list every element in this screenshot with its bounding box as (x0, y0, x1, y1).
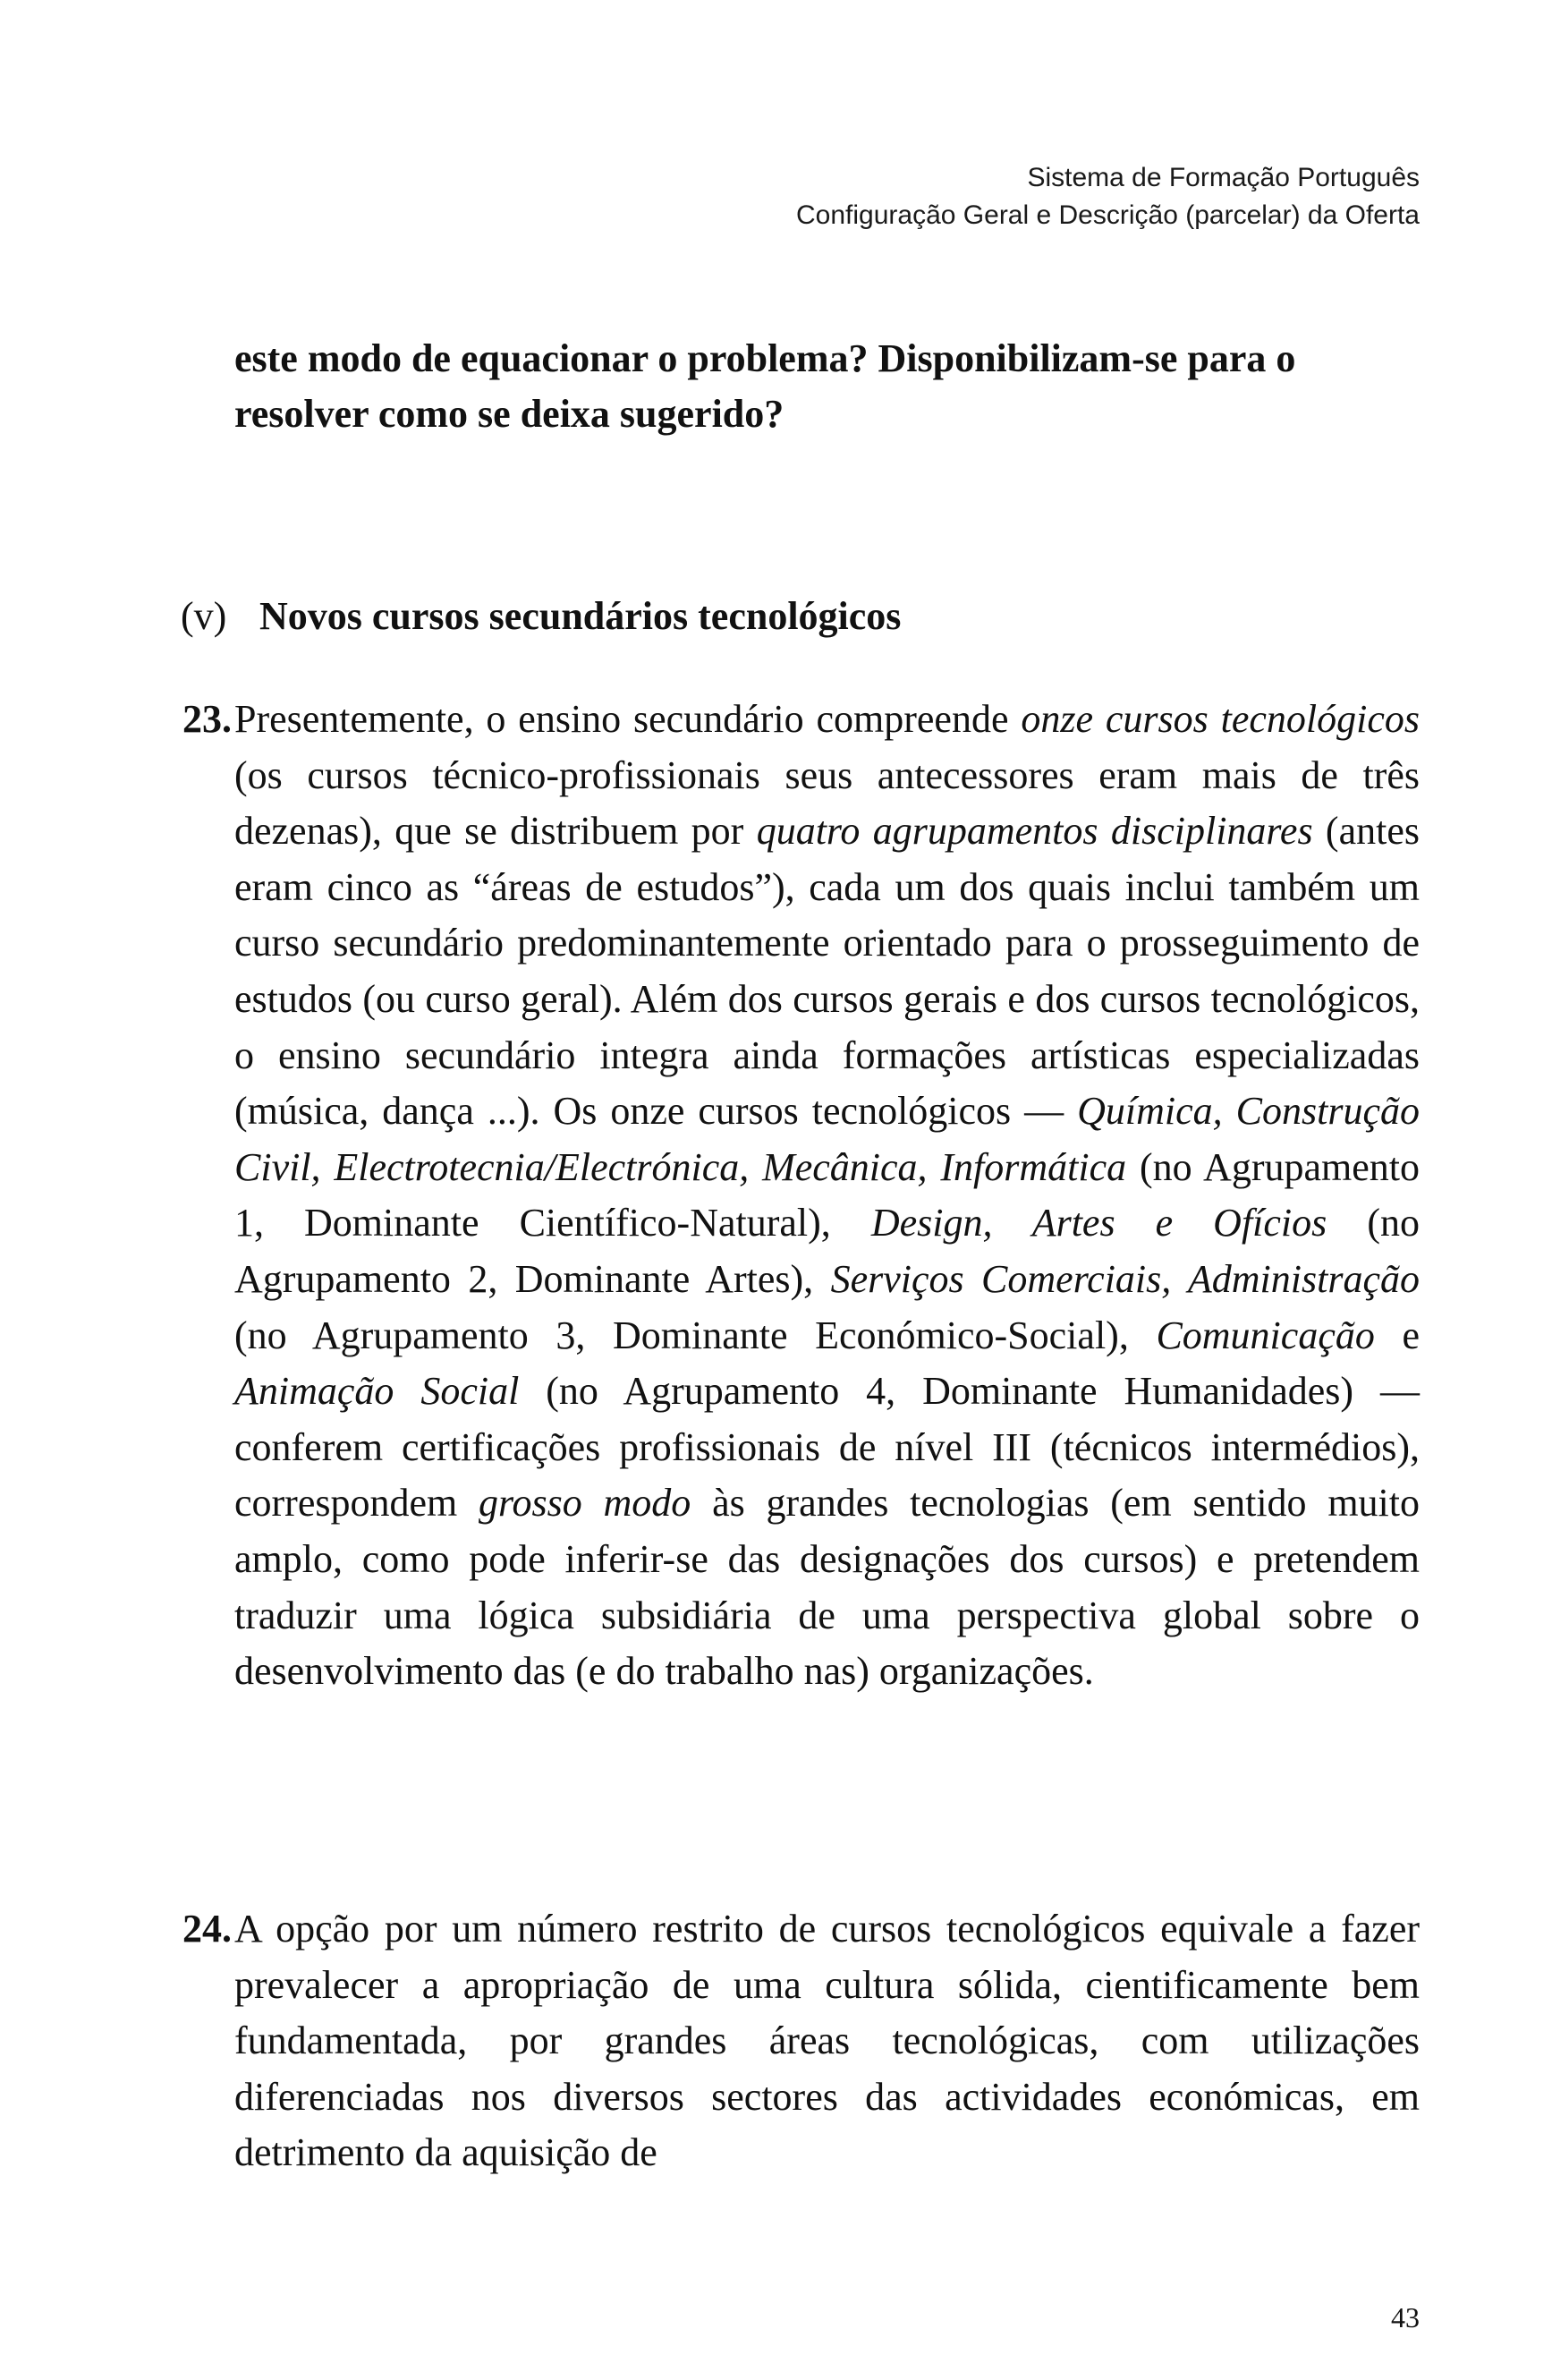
page-number: 43 (1391, 2301, 1420, 2333)
section-title: Novos cursos secundários tecnológicos (259, 594, 902, 638)
body-text: e (1374, 1313, 1420, 1357)
italic-text: Animação Social (234, 1369, 520, 1414)
italic-text: Serviços Comerciais, Administração (830, 1256, 1420, 1301)
body-text: A opção por um número restrito de cursos tecnológicos equivale a fazer prevalecer a apropriação de uma cultura sólida, cientificamente bem fundamentada, por grandes áreas tecnológicas, com utilizações diferenciadas nos diversos sectores das actividades económicas, em detrimento da aquisição de (234, 1907, 1420, 2175)
paragraph-24 (182, 1901, 1420, 2181)
body-text: (no Agrupamento 1, Dominante Científico-Natural), (234, 1144, 1420, 1245)
paragraph-body (234, 1901, 1420, 2181)
section-marker: (v) (181, 594, 227, 638)
paragraph-body (234, 692, 1420, 1700)
body-text: (antes eram cinco as “áreas de estudos”), cada um dos quais inclui também um curso secundário predominantemente orientado para o prosseguimento de estudos (ou curso geral). Além dos cursos gerais e dos cursos tecnológicos, o ensino secundário integra ainda formações artísticas especializadas (música, dança ...). Os onze cursos tecnológicos — (234, 809, 1420, 1134)
paragraph-number: 24. (182, 1907, 232, 1951)
italic-text: Design, Artes e Ofícios (870, 1201, 1327, 1245)
italic-text: onze cursos tecnológicos (1021, 697, 1421, 741)
body-text: (no Agrupamento 4, Dominante Humanidades) — conferem certificações profissionais de nível III (técnicos intermédios), correspondem (234, 1369, 1420, 1526)
body-text: Presentemente, o ensino secundário compreende (234, 697, 1022, 741)
italic-text: Química, Construção Civil, Electrotecnia/Electrónica, Mecânica, Informática (234, 1089, 1420, 1189)
body-text: (no Agrupamento 2, Dominante Artes), (234, 1201, 1420, 1301)
italic-text: grosso modo (479, 1481, 691, 1526)
italic-text: quatro agrupamentos disciplinares (756, 809, 1313, 854)
header-title: Sistema de Formação Português (1027, 163, 1420, 192)
body-text: (os cursos técnico-profissionais seus antecessores eram mais de três dezenas), que se distribuem por (234, 752, 1420, 854)
intro-question: este modo de equacionar o problema? Disponibilizam-se para o resolver como se deixa sugerido? (234, 336, 1296, 436)
section-heading (181, 589, 901, 644)
running-header (796, 159, 1420, 234)
paragraph-23 (182, 692, 1420, 1700)
header-subtitle: Configuração Geral e Descrição (parcelar) da Oferta (796, 200, 1420, 230)
italic-text: Comunicação (1156, 1313, 1375, 1357)
body-text: às grandes tecnologias (em sentido muito amplo, como pode inferir-se das designações dos cursos) e pretendem traduzir uma lógica subsidiária de uma perspectiva global sobre o desenvolvimento das (e do trabalho nas) organizações. (234, 1481, 1420, 1694)
body-text: (no Agrupamento 3, Dominante Económico-Social), (234, 1313, 1157, 1357)
paragraph-number: 23. (182, 697, 232, 741)
